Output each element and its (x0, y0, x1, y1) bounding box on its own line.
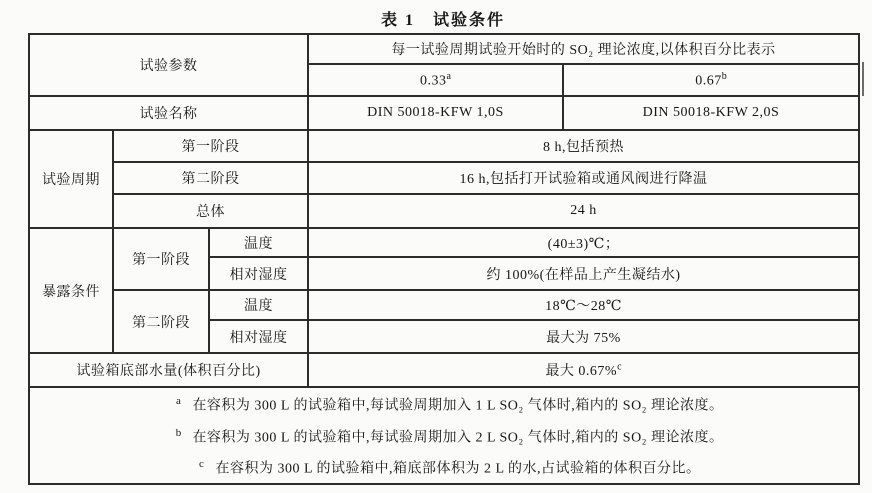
cell-test-cycle-label: 试验周期 (29, 130, 113, 228)
cell-stage2-humidity-label: 相对湿度 (209, 320, 308, 353)
footnotes-cell (29, 387, 859, 484)
page-title: 表 1 试验条件 (380, 12, 505, 29)
cell-exposure-label: 暴露条件 (29, 228, 113, 353)
scan-artifact-line (862, 62, 864, 96)
footnote-ref-b: b (721, 70, 727, 82)
footnote-c (36, 451, 852, 483)
cell-cycle-stage1-label: 第一阶段 (113, 130, 308, 162)
cell-concentration-low (308, 64, 563, 96)
cell-cycle-total-duration: 24 h (308, 194, 859, 228)
cell-exposure-stage2-label: 第二阶段 (113, 290, 209, 353)
footnote-b-marker: b (175, 426, 182, 439)
cell-cycle-stage1-duration: 8 h,包括预热 (308, 130, 859, 162)
cell-stage2-temperature-label: 温度 (209, 290, 308, 320)
cell-so2-concentration-header: 每一试验周期试验开始时的 SO₂ 理论浓度,以体积百分比表示 (308, 34, 859, 64)
cell-param-label: 试验参数 (29, 34, 308, 96)
footnote-ref-c: c (617, 361, 622, 373)
conditions-table (28, 33, 860, 485)
footnote-a-marker: a (175, 395, 181, 408)
cell-stage1-temperature-value: (40±3)℃； (308, 228, 859, 257)
cell-cycle-stage2-label: 第二阶段 (113, 162, 308, 194)
footnote-ref-a: a (446, 70, 451, 82)
cell-cycle-total-label: 总体 (113, 194, 308, 228)
footnote-a (36, 388, 852, 420)
footnote-c-text: 在容积为 300 L 的试验箱中,箱底部体积为 2 L 的水,占试验箱的体积百分比。 (215, 461, 701, 477)
cell-cycle-stage2-duration: 16 h,包括打开试验箱或通风阀进行降温 (308, 162, 859, 194)
cell-stage2-humidity-value: 最大为 75% (308, 320, 859, 353)
cell-test-name-kfw2: DIN 50018-KFW 2,0S (563, 96, 859, 130)
concentration-low-value: 0.33 (420, 73, 447, 89)
cell-water-label: 试验箱底部水量(体积百分比) (29, 353, 308, 387)
cell-stage1-humidity-value: 约 100%(在样品上产生凝结水) (308, 257, 859, 290)
footnote-a-text: 在容积为 300 L 的试验箱中,每试验周期加入 1 L SO₂ 气体时,箱内的 SO₂ 理论浓度。 (192, 398, 724, 414)
cell-concentration-high (563, 64, 859, 96)
cell-exposure-stage1-label: 第一阶段 (113, 228, 209, 290)
concentration-high-value: 0.67 (695, 73, 722, 89)
cell-stage1-temperature-label: 温度 (209, 228, 308, 257)
cell-test-name-label: 试验名称 (29, 96, 308, 130)
cell-stage2-temperature-value: 18℃～28℃ (308, 290, 859, 320)
cell-stage1-humidity-label: 相对湿度 (209, 257, 308, 290)
cell-test-name-kfw1: DIN 50018-KFW 1,0S (308, 96, 563, 130)
footnote-b (36, 420, 852, 452)
cell-water-value (308, 353, 859, 387)
footnote-c-marker: c (199, 458, 204, 471)
footnote-b-text: 在容积为 300 L 的试验箱中,每试验周期加入 2 L SO₂ 气体时,箱内的 SO₂ 理论浓度。 (192, 430, 724, 446)
water-value-text: 最大 0.67% (545, 364, 618, 379)
